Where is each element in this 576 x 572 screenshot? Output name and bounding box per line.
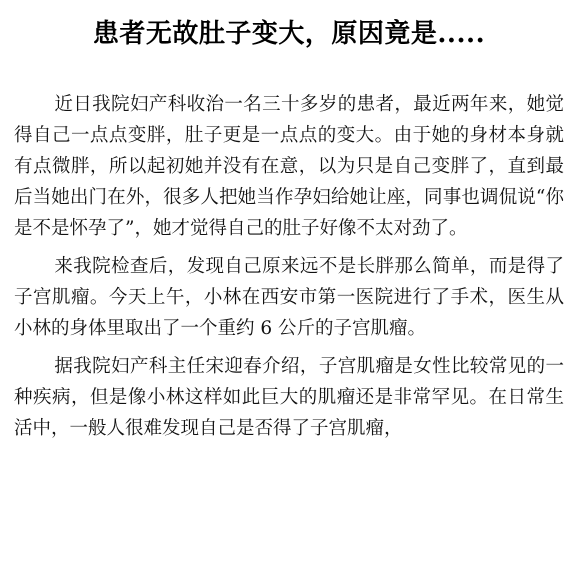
- paragraph-2: [14, 251, 564, 344]
- paragraph-text: 据我院妇产科主任宋迎春介绍，子宫肌瘤是女性比较常见的一种疾病，但是像小林这样如此巨大的肌瘤还是非常罕见。在日常生活中，一般人很难发现自己是否得了子宫肌瘤，: [14, 356, 564, 439]
- paragraph-text: 近日我院妇产科收治一名三十多岁的患者，最近两年来，她觉得自己一点点变胖，肚子更是一点点的变大。由于她的身材本身就有点微胖，所以起初她并没有在意，以为只是自己变胖了，直到最后当她出门在外，很多人把她当作孕妇给她让座，同事也调侃说“你是不是怀孕了”，她才觉得自己的肚子好像不太对劲了。: [14, 94, 564, 239]
- paragraph-1: [14, 89, 564, 244]
- paragraph-3: [14, 351, 564, 444]
- article-body: [14, 89, 564, 451]
- article-title: 患者无故肚子变大，原因竟是.....: [92, 19, 486, 49]
- paragraph-text: 来我院检查后，发现自己原来远不是长胖那么简单，而是得了子宫肌瘤。今天上午，小林在西安市第一医院进行了手术，医生从小林的身体里取出了一个重约 6 公斤的子宫肌瘤。: [14, 256, 564, 339]
